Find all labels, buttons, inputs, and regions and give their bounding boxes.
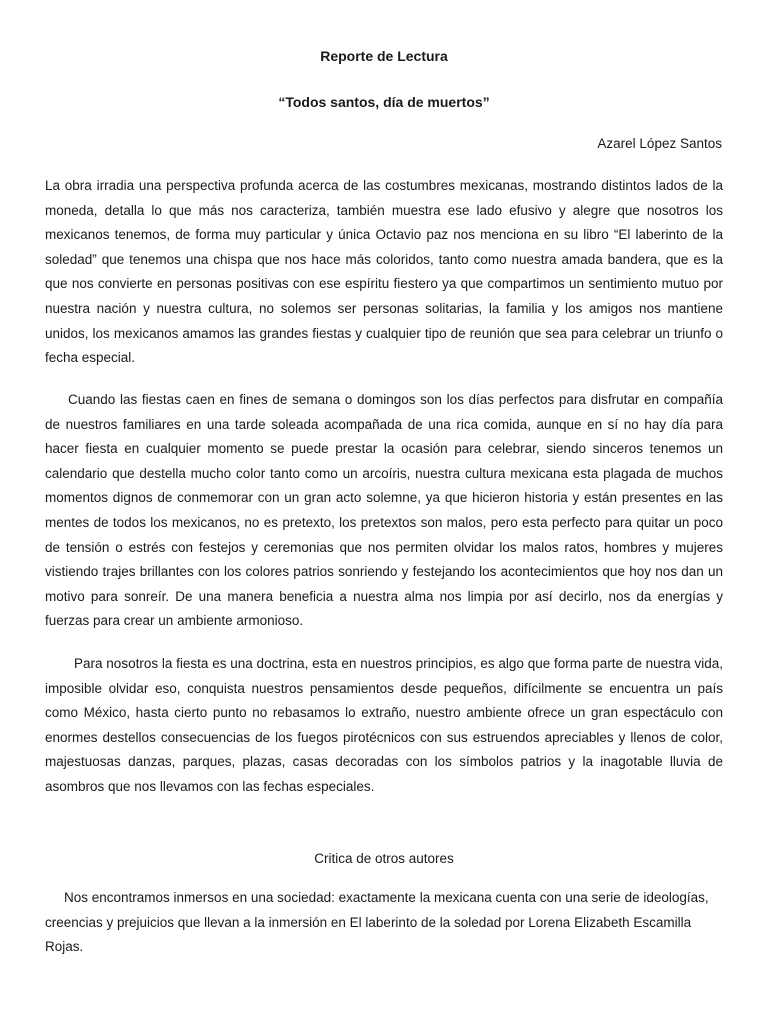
section-paragraph: Nos encontramos inmersos en una sociedad: exactamente la mexicana cuenta con una serie de ideologías, creencias y prejuicios que llevan a la inmersión en El laberinto de la soledad por Lorena Elizabeth Escamilla Rojas. xyxy=(45,890,709,955)
section-heading: Critica de otros autores xyxy=(314,851,454,866)
book-title: “Todos santos, día de muertos” xyxy=(278,94,490,110)
document-title: Reporte de Lectura xyxy=(320,48,448,64)
paragraph-1: La obra irradia una perspectiva profunda acerca de las costumbres mexicanas, mostrando distintos lados de la moneda, detalla lo que más nos caracteriza, también muestra ese lado efusivo y alegre que nosotros los mexicanos tenemos, de forma muy particular y única Octavio paz nos menciona en su libro “El laberinto de la soledad” que tenemos una chispa que nos hace más coloridos, tanto como nuestra amada bandera, que es la que nos convierte en personas positivas con ese espíritu fiestero ya que compartimos un sentimiento mutuo por nuestra nación y nuestra cultura, no solemos ser personas solitarias, la familia y los amigos nos mantiene unidos, los mexicanos amamos las grandes fiestas y cualquier tipo de reunión que sea para celebrar un triunfo o fecha especial. xyxy=(45,178,723,366)
paragraph-3: Para nosotros la fiesta es una doctrina, esta en nuestros principios, es algo que forma parte de nuestra vida, imposible olvidar eso, conquista nuestros pensamientos desde pequeños, difícilmente se encuentra un país como México, hasta cierto punto no rebasamos lo extraño, nuestro ambiente ofrece un gran espectáculo con enormes destellos consecuencias de los fuegos pirotécnicos con sus estruendos apreciables y llenos de color, majestuosas danzas, parques, plazas, casas decoradas con los símbolos patrios y la inagotable lluvia de asombros que nos llevamos con las fechas especiales. xyxy=(45,656,723,794)
paragraph-2: Cuando las fiestas caen en fines de semana o domingos son los días perfectos para disfrutar en compañía de nuestros familiares en una tarde soleada acompañada de una rica comida, aunque en sí no hay día para hacer fiesta en cualquier momento se puede prestar la ocasión para celebrar, siendo sinceros tenemos un calendario que destella mucho color tanto como un arcoíris, nuestra cultura mexicana esta plagada de muchos momentos dignos de conmemorar con un gran acto solemne, ya que hicieron historia y están presentes en las mentes de todos los mexicanos, no es pretexto, los pretextos son malos, pero esta perfecto para quitar un poco de tensión o estrés con festejos y ceremonias que nos permiten olvidar los malos ratos, hombres y mujeres vistiendo trajes brillantes con los colores patrios sonriendo y festejando los acontecimientos que hoy nos dan un motivo para sonreír. De una manera beneficia a nuestra alma nos limpia por así decirlo, nos da energías y fuerzas para crear un ambiente armonioso. xyxy=(45,392,723,629)
author-name: Azarel López Santos xyxy=(597,136,722,151)
